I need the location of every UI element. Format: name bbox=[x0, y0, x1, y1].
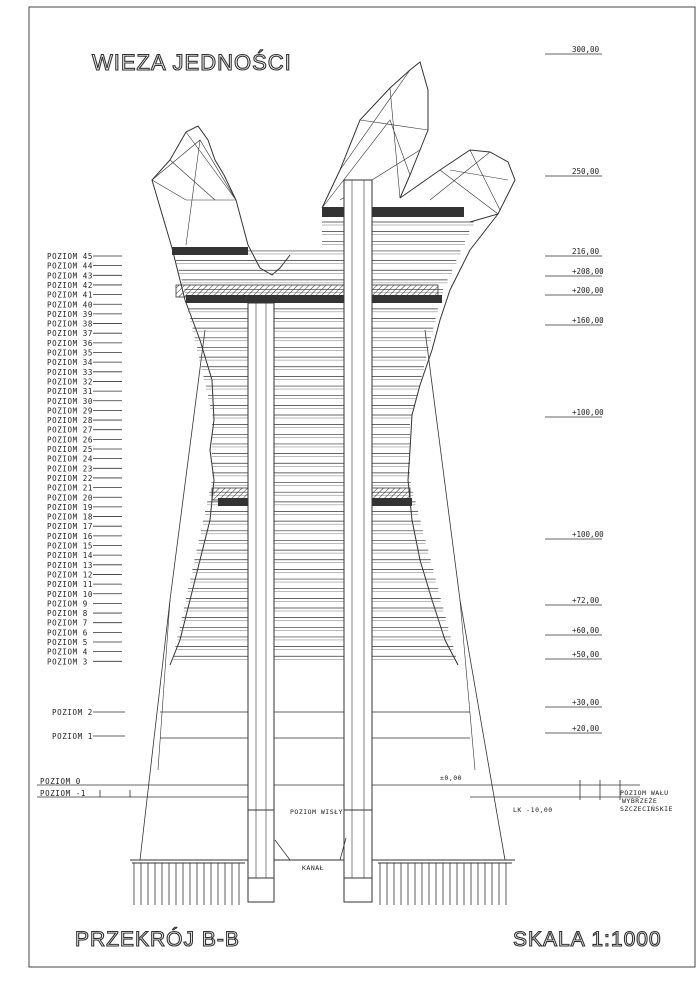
level-label: POZIOM 2 bbox=[52, 708, 93, 717]
level-label: POZIOM 25 bbox=[47, 445, 94, 454]
elevation-label: 216,00 bbox=[572, 247, 600, 256]
level-label: POZIOM 14 bbox=[47, 551, 94, 561]
elevation-label: +30,00 bbox=[572, 698, 600, 707]
level-label: POZIOM 15 bbox=[47, 541, 94, 551]
section-label: PRZEKRÓJ B-B bbox=[75, 928, 240, 951]
elevation-label: +60,00 bbox=[572, 626, 600, 635]
level-label: POZIOM 40 bbox=[47, 300, 94, 310]
level-label: POZIOM 27 bbox=[47, 425, 94, 435]
ground-line bbox=[37, 780, 640, 800]
level-label: POZIOM 8 bbox=[47, 609, 88, 619]
elevation-label: +200,00 bbox=[572, 286, 604, 295]
level-label: POZIOM 26 bbox=[47, 435, 94, 445]
level-label: POZIOM 6 bbox=[47, 628, 88, 638]
level-label: POZIOM 20 bbox=[47, 493, 94, 503]
level-label: POZIOM 5 bbox=[47, 638, 88, 647]
level-label: POZIOM -1 bbox=[40, 789, 87, 798]
elevation-label: +100,00 bbox=[572, 530, 604, 539]
elevation-label: 300,00 bbox=[572, 45, 600, 54]
right-core-column bbox=[344, 180, 372, 878]
level-label: POZIOM 41 bbox=[47, 290, 94, 300]
level-label: POZIOM 16 bbox=[47, 531, 94, 541]
slab-level-45 bbox=[172, 247, 248, 255]
river-level-note: POZIOM WISŁY bbox=[290, 808, 343, 816]
level-label: POZIOM 36 bbox=[47, 338, 94, 348]
level-label: POZIOM 28 bbox=[47, 416, 94, 426]
level-label: POZIOM 31 bbox=[47, 387, 94, 397]
embankment-note-1: POZIOM WAŁU bbox=[620, 789, 669, 797]
level-label: POZIOM 42 bbox=[47, 280, 94, 290]
elevation-label: +160,00 bbox=[572, 316, 604, 325]
transfer-slabs bbox=[172, 207, 464, 506]
level-label: POZIOM 39 bbox=[47, 309, 94, 319]
level-label: POZIOM 10 bbox=[47, 589, 94, 599]
level-label: POZIOM 17 bbox=[47, 522, 94, 532]
level-label: POZIOM 18 bbox=[47, 512, 94, 522]
level-label: POZIOM 4 bbox=[47, 647, 88, 657]
level-label: POZIOM 30 bbox=[47, 396, 94, 406]
level-label: POZIOM 23 bbox=[47, 464, 94, 474]
level-labels bbox=[47, 252, 122, 666]
level-label: POZIOM 34 bbox=[47, 358, 94, 368]
level-label: POZIOM 29 bbox=[47, 406, 94, 416]
elevation-marks bbox=[545, 45, 604, 733]
embankment-note-2: WYBRZEŻE bbox=[622, 797, 658, 805]
level-label: POZIOM 7 bbox=[47, 618, 88, 628]
channel-note: KANAŁ bbox=[302, 864, 325, 872]
elevation-label: +100,00 bbox=[572, 408, 604, 417]
level-label: POZIOM 33 bbox=[47, 367, 94, 377]
lower-level-labels bbox=[40, 708, 125, 798]
channel-outline bbox=[275, 838, 346, 860]
level-label: POZIOM 21 bbox=[47, 483, 94, 493]
level-label: POZIOM 0 bbox=[40, 777, 81, 786]
elevation-label: 250,00 bbox=[572, 167, 600, 176]
slab-level-40 bbox=[186, 295, 442, 303]
drawing-title: WIEZA JEDNOŚCI bbox=[92, 50, 292, 75]
level-label: POZIOM 11 bbox=[47, 580, 94, 590]
level-label: POZIOM 35 bbox=[47, 348, 94, 358]
elevation-label: +20,00 bbox=[572, 724, 600, 733]
zero-mark: ±0,00 bbox=[440, 774, 463, 782]
level-label: POZIOM 32 bbox=[47, 377, 94, 387]
scale-label: SKALA 1:1000 bbox=[513, 928, 662, 951]
left-core-column bbox=[248, 303, 274, 878]
lk-mark: LK -10,00 bbox=[513, 806, 553, 814]
elevation-label: +50,00 bbox=[572, 650, 600, 659]
slab-level-19-right bbox=[372, 498, 412, 506]
level-label: POZIOM 37 bbox=[47, 329, 94, 339]
level-label: POZIOM 3 bbox=[47, 657, 88, 667]
level-label: POZIOM 1 bbox=[52, 732, 93, 741]
level-label: POZIOM 44 bbox=[47, 261, 94, 271]
level-label: POZIOM 43 bbox=[47, 271, 94, 281]
level-label: POZIOM 38 bbox=[47, 319, 94, 329]
elevation-label: +208,00 bbox=[572, 267, 604, 276]
level-label: POZIOM 9 bbox=[47, 599, 88, 609]
level-label: POZIOM 19 bbox=[47, 502, 94, 512]
center-crown bbox=[322, 62, 428, 208]
embankment-note-3: SZCZECIŃSKIE bbox=[620, 805, 673, 813]
level-label: POZIOM 24 bbox=[47, 454, 94, 464]
tower-structure bbox=[130, 62, 515, 860]
slab-crown-center bbox=[322, 207, 464, 217]
level-label: POZIOM 12 bbox=[47, 570, 94, 580]
elevation-label: +72,00 bbox=[572, 596, 600, 605]
level-label: POZIOM 45 bbox=[47, 252, 94, 261]
level-label: POZIOM 13 bbox=[47, 560, 94, 570]
level-label: POZIOM 22 bbox=[47, 473, 94, 483]
